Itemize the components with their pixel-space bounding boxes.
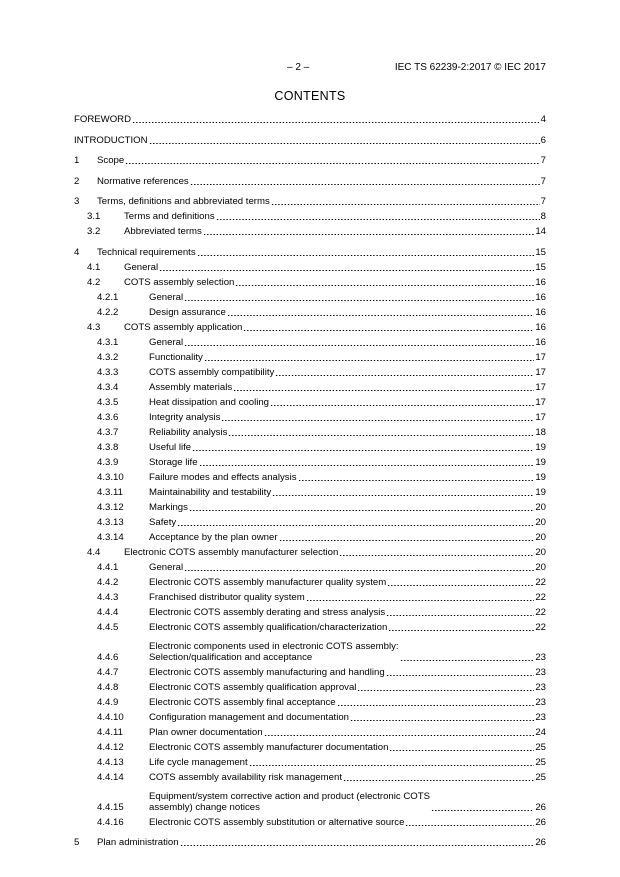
toc-entry[interactable] — [74, 635, 546, 665]
dot-leader — [204, 360, 534, 361]
toc-entry-title: Abbreviated terms — [124, 226, 202, 237]
toc-entry-number: 4.4.6 — [97, 651, 119, 663]
toc-entry[interactable] — [74, 835, 546, 850]
toc-entry[interactable] — [74, 470, 546, 485]
toc-entry[interactable] — [74, 153, 546, 168]
contents-title: CONTENTS — [274, 89, 346, 103]
toc-entry-page: 22 — [535, 606, 546, 618]
dot-leader — [306, 600, 535, 601]
toc-entry[interactable] — [74, 770, 546, 785]
toc-entry[interactable] — [74, 112, 546, 127]
toc-entry-title: Reliability analysis — [149, 426, 228, 438]
toc-entry-number: 4.4.2 — [97, 576, 119, 588]
toc-entry[interactable] — [74, 260, 546, 275]
toc-entry-title: Configuration management and documentation — [149, 711, 350, 723]
dot-leader — [177, 525, 534, 526]
toc-entry-title: Franchised distributor quality system — [149, 591, 305, 603]
dot-leader — [199, 465, 535, 466]
toc-entry-number: 4.3.11 — [97, 486, 123, 498]
toc-entry[interactable] — [74, 440, 546, 455]
toc-entry-page: 23 — [535, 711, 546, 723]
toc-entry[interactable] — [74, 560, 546, 575]
toc-entry[interactable] — [74, 174, 546, 189]
toc-entry[interactable] — [74, 209, 546, 224]
toc-entry-number: 4.3.10 — [97, 471, 124, 483]
dot-leader — [184, 570, 534, 571]
toc-entry-page: 15 — [535, 246, 546, 258]
toc-entry-number: 4.4.13 — [97, 756, 124, 768]
toc-entry-title-line2: assembly) change notices — [149, 801, 260, 813]
toc-entry-page: 26 — [535, 816, 546, 828]
toc-entry-title: Electronic COTS assembly derating and stress analysis — [149, 606, 386, 618]
toc-entry-title: Electronic COTS assembly qualification approval — [149, 681, 357, 693]
toc-entry-page: 17 — [535, 396, 546, 408]
toc-entry-title: Integrity analysis — [149, 411, 221, 423]
toc-entry-title: Electronic COTS assembly manufacturer selection — [124, 546, 339, 558]
toc-entry-title: Acceptance by the plan owner — [149, 531, 278, 543]
dot-leader — [350, 720, 534, 721]
toc-entry-title: COTS assembly availability risk management — [149, 771, 343, 783]
toc-entry-number: 4.3.6 — [97, 411, 119, 423]
toc-entry-number: 4.3.5 — [97, 396, 119, 408]
toc-entry-page: 23 — [535, 681, 546, 693]
table-of-contents — [74, 112, 546, 850]
toc-entry-number: 1 — [74, 155, 80, 166]
toc-entry[interactable] — [74, 194, 546, 209]
toc-entry[interactable] — [74, 290, 546, 305]
toc-entry[interactable] — [74, 740, 546, 755]
dot-leader — [159, 270, 534, 271]
toc-entry-title: Electronic COTS assembly qualification/characterization — [149, 621, 388, 633]
toc-entry-page: 8 — [540, 211, 546, 222]
toc-entry[interactable] — [74, 590, 546, 605]
dot-leader — [264, 735, 535, 736]
dot-leader — [431, 810, 534, 811]
toc-entry-title: Technical requirements — [97, 246, 196, 258]
toc-entry-page: 19 — [535, 471, 546, 483]
toc-entry-number: 4.4.15 — [97, 801, 124, 813]
toc-entry-number: 4.3.13 — [97, 516, 124, 528]
document-reference: IEC TS 62239-2:2017 © IEC 2017 — [394, 62, 546, 73]
toc-entry-page: 16 — [535, 336, 546, 348]
toc-entry-number: 4.4.16 — [97, 816, 124, 828]
toc-entry-number: 4.2.1 — [97, 291, 119, 303]
toc-entry[interactable] — [74, 320, 546, 335]
dot-leader — [400, 660, 535, 661]
toc-entry-title: COTS assembly compatibility — [149, 366, 275, 378]
page-number: – 2 – — [287, 62, 310, 73]
dot-leader — [270, 405, 534, 406]
dot-leader — [337, 705, 535, 706]
dot-leader — [357, 690, 534, 691]
toc-entry-number: 4 — [74, 246, 80, 258]
toc-entry-page: 20 — [535, 531, 546, 543]
toc-entry-title: Electronic COTS assembly manufacturer quality system — [149, 576, 387, 588]
toc-entry-page: 23 — [535, 666, 546, 678]
dot-leader — [405, 825, 534, 826]
toc-entry[interactable] — [74, 725, 546, 740]
toc-entry-number: 4.4.12 — [97, 741, 124, 753]
dot-leader — [132, 122, 540, 123]
toc-entry-number: 4.3.14 — [97, 531, 124, 543]
toc-entry-title: INTRODUCTION — [74, 134, 148, 146]
toc-entry[interactable] — [74, 815, 546, 830]
toc-entry-title: Safety — [149, 516, 177, 528]
dot-leader — [343, 780, 534, 781]
dot-leader — [189, 510, 534, 511]
dot-leader — [275, 375, 534, 376]
toc-entry-title: Functionality — [149, 351, 203, 363]
toc-entry-number: 4.3.3 — [97, 366, 119, 378]
toc-entry[interactable] — [74, 335, 546, 350]
toc-entry-title — [149, 641, 399, 663]
toc-entry[interactable] — [74, 410, 546, 425]
toc-entry-number: 4.3.2 — [97, 351, 119, 363]
toc-entry-page: 26 — [535, 837, 546, 848]
dot-leader — [149, 143, 540, 144]
toc-entry-number: 4.3.7 — [97, 426, 119, 438]
toc-entry-page: 22 — [535, 591, 546, 603]
dot-leader — [125, 163, 539, 164]
dot-leader — [386, 615, 534, 616]
toc-entry-number: 4.4.8 — [97, 681, 119, 693]
toc-entry-number: 4.4.1 — [97, 561, 119, 573]
dot-leader — [227, 315, 535, 316]
toc-entry[interactable] — [74, 425, 546, 440]
toc-entry-page: 17 — [535, 351, 546, 363]
toc-entry-title: General — [149, 336, 184, 348]
toc-entry-title: Life cycle management — [149, 756, 248, 768]
toc-entry-page: 24 — [535, 726, 546, 738]
toc-entry-page: 23 — [535, 696, 546, 708]
toc-entry-number: 4.4.4 — [97, 606, 119, 618]
toc-entry-title: General — [124, 261, 159, 273]
toc-entry[interactable] — [74, 350, 546, 365]
dot-leader — [233, 390, 534, 391]
toc-entry-title: Failure modes and effects analysis — [149, 471, 297, 483]
toc-entry-number: 4.4.3 — [97, 591, 119, 603]
toc-entry[interactable] — [74, 305, 546, 320]
toc-entry-title: COTS assembly selection — [124, 276, 235, 288]
toc-entry-page: 22 — [535, 576, 546, 588]
toc-entry-page: 16 — [535, 291, 546, 303]
toc-entry-page: 16 — [535, 306, 546, 318]
toc-entry-title: Terms, definitions and abbreviated terms — [97, 196, 270, 207]
toc-entry[interactable] — [74, 275, 546, 290]
toc-entry-number: 4.2 — [87, 276, 101, 288]
toc-entry-title: Terms and definitions — [124, 211, 215, 222]
toc-entry-page: 26 — [535, 801, 546, 813]
toc-entry-page: 7 — [540, 175, 546, 187]
toc-entry-title: Markings — [149, 501, 188, 513]
toc-entry[interactable] — [74, 680, 546, 695]
dot-leader — [184, 345, 534, 346]
toc-entry-title-line2: Selection/qualification and acceptance — [149, 651, 313, 663]
toc-entry-title — [149, 791, 430, 813]
toc-entry-page: 6 — [540, 134, 546, 146]
toc-entry-title: Plan administration — [97, 837, 179, 848]
toc-entry-title: Useful life — [149, 441, 192, 453]
toc-entry[interactable] — [74, 455, 546, 470]
toc-entry-page: 19 — [535, 441, 546, 453]
toc-entry-title: General — [149, 561, 184, 573]
toc-entry-page: 17 — [535, 381, 546, 393]
toc-entry-page: 20 — [535, 546, 546, 558]
toc-entry-page: 17 — [535, 366, 546, 378]
toc-entry[interactable] — [74, 380, 546, 395]
toc-entry-number: 3 — [74, 196, 80, 207]
toc-entry-title: Assembly materials — [149, 381, 233, 393]
toc-entry-page: 16 — [535, 276, 546, 288]
toc-entry-page: 20 — [535, 501, 546, 513]
toc-entry-number: 4.3.12 — [97, 501, 124, 513]
page-header — [0, 62, 620, 76]
toc-entry-page: 16 — [535, 321, 546, 333]
toc-entry-number: 3.2 — [87, 226, 101, 237]
toc-entry-number: 2 — [74, 175, 80, 187]
toc-entry[interactable] — [74, 605, 546, 620]
toc-entry[interactable] — [74, 530, 546, 545]
toc-entry-title: Electronic COTS assembly substitution or alternative source — [149, 816, 405, 828]
dot-leader — [271, 204, 540, 205]
toc-entry-page: 14 — [535, 226, 546, 237]
dot-leader — [180, 845, 535, 846]
toc-entry-title: Plan owner documentation — [149, 726, 263, 738]
dot-leader — [389, 750, 534, 751]
dot-leader — [235, 285, 534, 286]
toc-entry-title: Design assurance — [149, 306, 226, 318]
toc-entry-title: Electronic COTS assembly manufacturing and handling — [149, 666, 385, 678]
toc-entry[interactable] — [74, 785, 546, 815]
toc-entry-page: 17 — [535, 411, 546, 423]
toc-entry[interactable] — [74, 755, 546, 770]
toc-entry[interactable] — [74, 710, 546, 725]
dot-leader — [272, 495, 534, 496]
toc-entry[interactable] — [74, 620, 546, 635]
toc-entry-page: 7 — [540, 196, 546, 207]
toc-entry-number: 4.4 — [87, 546, 101, 558]
toc-entry-title: Electronic COTS assembly final acceptance — [149, 696, 336, 708]
toc-entry-number: 4.2.2 — [97, 306, 119, 318]
toc-entry-title: Normative references — [97, 175, 189, 187]
toc-entry-title: Storage life — [149, 456, 198, 468]
toc-entry-page: 22 — [535, 621, 546, 633]
toc-entry[interactable] — [74, 245, 546, 260]
toc-entry[interactable] — [74, 500, 546, 515]
toc-entry-number: 4.4.11 — [97, 726, 123, 738]
toc-entry[interactable] — [74, 545, 546, 560]
toc-entry-title-line1: Electronic components used in electronic COTS assembly: — [149, 640, 399, 652]
dot-leader — [190, 184, 540, 185]
toc-entry-page: 15 — [535, 261, 546, 273]
dot-leader — [228, 435, 534, 436]
toc-entry-number: 4.4.10 — [97, 711, 124, 723]
toc-entry-page: 7 — [540, 155, 546, 166]
toc-entry-number: 4.3.9 — [97, 456, 119, 468]
dot-leader — [386, 675, 535, 676]
dot-leader — [279, 540, 535, 541]
toc-entry-number: 4.4.14 — [97, 771, 124, 783]
toc-entry[interactable] — [74, 485, 546, 500]
toc-entry-number: 4.3.4 — [97, 381, 119, 393]
dot-leader — [249, 765, 535, 766]
toc-entry-page: 25 — [535, 741, 546, 753]
toc-entry-number: 4.4.9 — [97, 696, 119, 708]
toc-entry-page: 19 — [535, 456, 546, 468]
toc-entry-page: 20 — [535, 561, 546, 573]
toc-entry-page: 20 — [535, 516, 546, 528]
dot-leader — [216, 219, 540, 220]
toc-entry-number: 3.1 — [87, 211, 101, 222]
toc-entry[interactable] — [74, 665, 546, 680]
dot-leader — [203, 234, 534, 235]
toc-entry-title: COTS assembly application — [124, 321, 243, 333]
toc-entry-page: 4 — [540, 114, 546, 125]
toc-entry-title: Electronic COTS assembly manufacturer documentation — [149, 741, 389, 753]
dot-leader — [298, 480, 535, 481]
toc-entry-number: 4.4.5 — [97, 621, 119, 633]
toc-entry[interactable] — [74, 695, 546, 710]
toc-entry-title: Maintainability and testability — [149, 486, 272, 498]
toc-entry-number: 4.3 — [87, 321, 101, 333]
toc-entry[interactable] — [74, 395, 546, 410]
toc-entry-page: 25 — [535, 771, 546, 783]
dot-leader — [243, 330, 534, 331]
toc-entry-title: General — [149, 291, 184, 303]
toc-entry-page: 25 — [535, 756, 546, 768]
dot-leader — [197, 255, 535, 256]
toc-entry-title: Heat dissipation and cooling — [149, 396, 270, 408]
dot-leader — [339, 555, 534, 556]
toc-entry-title: FOREWORD — [74, 114, 132, 125]
toc-entry-page: 23 — [535, 651, 546, 663]
toc-entry-number: 4.3.8 — [97, 441, 119, 453]
dot-leader — [221, 420, 534, 421]
toc-entry-number: 5 — [74, 837, 80, 848]
toc-entry-page: 18 — [535, 426, 546, 438]
toc-entry[interactable] — [74, 515, 546, 530]
dot-leader — [388, 630, 534, 631]
toc-entry-number: 4.3.1 — [97, 336, 119, 348]
dot-leader — [387, 585, 534, 586]
dot-leader — [184, 300, 534, 301]
toc-entry-page: 19 — [535, 486, 546, 498]
toc-entry-number: 4.4.7 — [97, 666, 119, 678]
toc-entry[interactable] — [74, 365, 546, 380]
toc-entry[interactable] — [74, 133, 546, 148]
toc-entry-title: Scope — [97, 155, 125, 166]
toc-entry[interactable] — [74, 224, 546, 239]
toc-entry-title-line1: Equipment/system corrective action and product (electronic COTS — [149, 790, 431, 802]
dot-leader — [192, 450, 534, 451]
toc-entry[interactable] — [74, 575, 546, 590]
toc-entry-number: 4.1 — [87, 261, 101, 273]
